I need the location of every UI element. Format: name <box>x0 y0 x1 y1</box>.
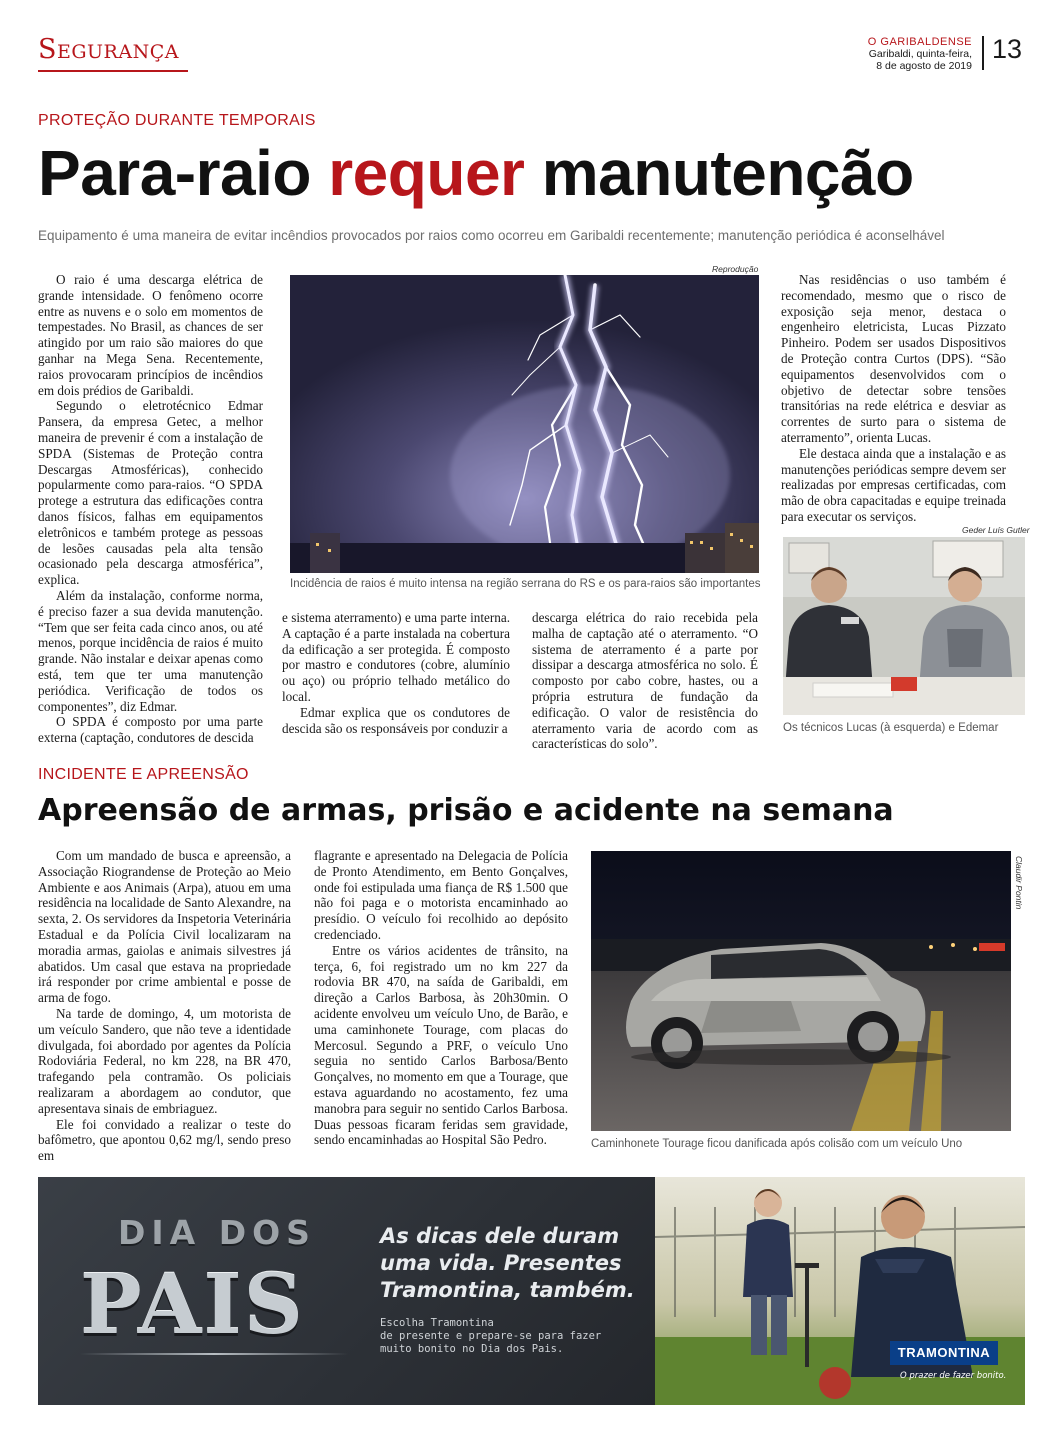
story2-headline: Apreensão de armas, prisão e acidente na semana <box>38 793 894 828</box>
paragraph: Na tarde de domingo, 4, um motorista de um veículo Sandero, que não teve a identidade divulgada, foi abordado por agentes da Polícia Rodoviária Federal, no km 228, na BR 470, trafegando pela contramão. Os policiais realizaram a abordagem ao condutor, que apresentava sinais de embriaguez. <box>38 1005 291 1116</box>
story2-column-1 <box>38 848 291 1164</box>
ad-slogan: O prazer de fazer bonito. <box>900 1371 1007 1381</box>
masthead <box>868 36 972 72</box>
technicians-illustration <box>783 537 1025 715</box>
paragraph: Além da instalação, conforme norma, é preciso fazer a sua devida manutenção. “Tem que ser feita cada cinco anos, ou até menos, porque incidência de raios é muito grande. Não instalar e deixar apenas como está, tem que ter uma manutenção periódica. Verificação de todos os componentes”, diz Edmar. <box>38 587 263 714</box>
section-underline <box>38 70 188 72</box>
section-title: Segurança <box>38 34 179 65</box>
paragraph: Entre os vários acidentes de trânsito, na terça, 6, foi registrado um no km 227 da rodovia BR 470, na saída de Garibaldi, em direção a Carlos Barbosa, às 20h30min. O acidente envolveu um veículo Uno, de Barão, e uma caminhonete Tourage, com placas do Mercosul. Segundo a PRF, o veículo Uno seguia no sentido Carlos Barbosa/Bento Gonçalves, no momento em que a Tourage, que estava aguardando no acostamento, fez uma manobra para seguir no sentido Carlos Barbosa. Duas pessoas ficaram feridas sem gravidade, sendo encaminhadas ao Hospital São Pedro. <box>314 942 568 1148</box>
paragraph: e sistema aterramento) e uma parte interna. A captação é a parte instalada na cobertura da edificação a ser protegida. É composto por mastro e condutores (cobre, alumínio ou aço) ou próprio telhado metálico do local. <box>282 610 510 704</box>
photo2-credit: Geder Luís Gutler <box>962 525 1030 535</box>
accident-photo <box>591 851 1011 1131</box>
story1-column-3 <box>532 610 758 752</box>
story1-deck: Equipamento é uma maneira de evitar incêndios provocados por raios como ocorreu em Garibaldi recentemente; manutenção periódica é aconselhável <box>38 228 945 243</box>
photo1-caption: Incidência de raios é muito intensa na região serrana do RS e os para-raios são importantes <box>290 578 761 590</box>
lightning-illustration <box>290 275 759 573</box>
ad-tagline-line: As dicas dele duram <box>380 1224 620 1248</box>
ad-tagline-line: Tramontina, também. <box>380 1278 635 1302</box>
lightning-photo <box>290 275 759 573</box>
story2-kicker: INCIDENTE E APREENSÃO <box>38 766 249 783</box>
headline-part-3: manutenção <box>524 137 914 209</box>
tramontina-logo: TRAMONTINA <box>890 1341 998 1365</box>
ad-body-line: de presente e prepare-se para fazer <box>380 1330 602 1342</box>
newspaper-name: O GARIBALDENSE <box>867 36 972 48</box>
paragraph: Segundo o eletrotécnico Edmar Pansera, da empresa Getec, a melhor maneira de prevenir é com a instalação de SPDA (Sistemas de Proteção contra Descargas Atmosféricas), conhecido popularmente como para-raios. “O SPDA protege a estrutura das edificações contra danos físicos, falhas em equipamentos eletrônicos e também protege as pessoas de lesões causadas pela alta tensão ocasionado pela descarga atmosférica”, explica. <box>38 398 263 588</box>
paragraph: Com um mandado de busca e apreensão, a Associação Riograndense de Proteção ao Meio Ambiente e aos Animais (Arpa), atuou em uma residência na localidade de Santo Alexandre, na sexta, 2. Os servidores da Inspetoria Veterinária Estadual e da Polícia Civil localizaram na moradia armas, gaiolas e animais silvestres já abatidos. Um casal que estava na propriedade irá responder por crime ambiental e posse de arma de fogo. <box>38 848 291 1006</box>
ad-body-line: Escolha Tramontina <box>380 1317 494 1329</box>
ad-pais: PAIS <box>80 1257 305 1353</box>
page-number-divider <box>982 36 984 70</box>
ad-body-line: muito bonito no Dia dos Pais. <box>380 1343 564 1355</box>
accident-illustration <box>591 851 1011 1131</box>
ad-divider <box>80 1353 348 1355</box>
paragraph: flagrante e apresentado na Delegacia de Polícia de Pronto Atendimento, em Bento Gonçalves, onde foi estipulada uma fiança de R$ 1.500 que não foi paga e o motorista encaminhado ao presídio. O veículo foi recolhido ao depósito credenciado. <box>314 848 568 942</box>
paragraph: O raio é uma descarga elétrica de grande intensidade. O fenômeno ocorre entre as nuvens e o solo em momentos de tempestades. No Brasil, as chances de ser atingido por um raio são maiores do que ganhar na Mega Sena. Recentemente, raios provocaram princípios de incêndios em dois prédios de Garibaldi. <box>38 272 263 398</box>
paragraph: descarga elétrica do raio recebida pela malha de captação até o aterramento. “O sistema de aterramento é a parte por dissipar a descarga atmosférica no solo. É composto por cabo cobre, hastes, ou a própria estrutura de fundação da edificação. O valor de resistência do aterramento varia de acordo com as características do solo”. <box>532 610 758 752</box>
paragraph: Nas residências o uso também é recomendado, mesmo que o risco de exposição seja menor, destaca o engenheiro eletricista, Lucas Pizzato Pinheiro. Podem ser usados Dispositivos de Proteção contra Curtos (DPS). “São equipamentos desenvolvidos com o objetivo de detectar sobre tensões transitórias na rede elétrica e desviar as correntes de surto para o sistema de aterramento”, orienta Lucas. <box>781 272 1006 445</box>
story1-column-2 <box>282 610 510 736</box>
photo3-credit: Claudir Pontin <box>1014 856 1024 910</box>
headline-accent-word: requer <box>328 137 525 209</box>
place-date: Garibaldi, quinta-feira, <box>868 48 972 60</box>
advertisement <box>38 1177 1025 1405</box>
paragraph: Edmar explica que os condutores de descida são os responsáveis por conduzir a <box>282 704 510 736</box>
story1-kicker: PROTEÇÃO DURANTE TEMPORAIS <box>38 112 316 129</box>
story1-headline <box>38 136 914 210</box>
paragraph: O SPDA é composto por uma parte externa (captação, condutores de descida <box>38 714 263 746</box>
ad-tagline <box>380 1223 635 1304</box>
paragraph: Ele destaca ainda que a instalação e as manutenções periódicas sempre devem ser realizadas por empresas certificadas, com mão de obra capacitadas e equipe treinada para executar os serviços. <box>781 445 1006 524</box>
issue-date: 8 de agosto de 2019 <box>876 60 972 72</box>
paragraph: Ele foi convidado a realizar o teste do bafômetro, que apontou 0,62 mg/l, sendo preso em <box>38 1116 291 1164</box>
photo2-caption: Os técnicos Lucas (à esquerda) e Edemar <box>783 722 999 734</box>
headline-part-1: Para-raio <box>38 137 329 209</box>
story2-column-2 <box>314 848 568 1148</box>
ad-body-text <box>380 1317 601 1356</box>
photo3-caption: Caminhonete Tourage ficou danificada após colisão com um veículo Uno <box>591 1138 963 1150</box>
photo1-credit: Reprodução <box>712 264 759 274</box>
technicians-photo <box>783 537 1025 715</box>
story1-column-4 <box>781 272 1006 525</box>
story1-column-1 <box>38 272 263 746</box>
ad-tagline-line: uma vida. Presentes <box>380 1251 622 1275</box>
ad-dia-dos: DIA DOS <box>118 1213 316 1252</box>
page-number: 13 <box>992 34 1023 64</box>
